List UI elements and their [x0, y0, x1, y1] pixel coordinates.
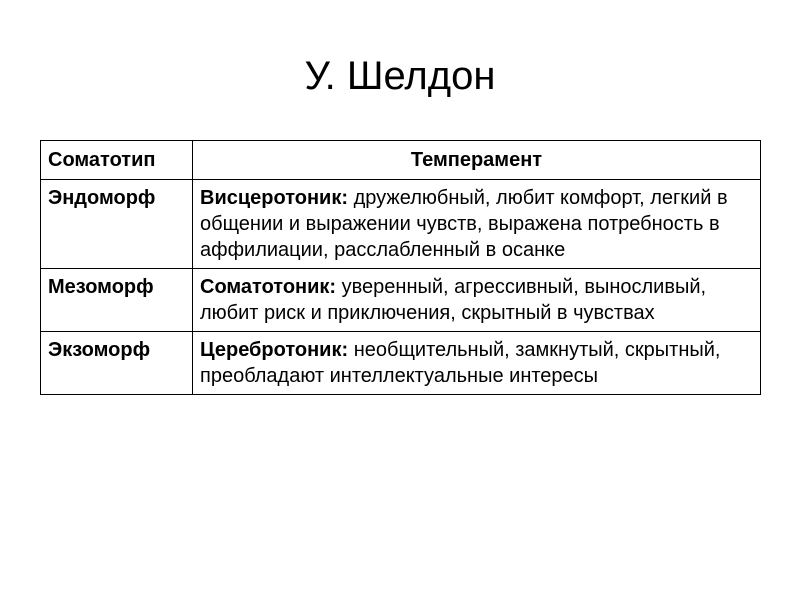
table-row	[41, 269, 761, 332]
somatotype-cell: Эндоморф	[41, 180, 193, 269]
temperament-description: дружелюбный, любит комфорт, легкий в общении и выражении чувств, выражена потребность в аффилиации, расслабленный в осанке	[200, 187, 728, 261]
slide-title: У. Шелдон	[304, 54, 496, 98]
temperament-cell	[193, 269, 761, 332]
somatotype-cell: Экзоморф	[41, 332, 193, 395]
temperament-description: уверенный, агрессивный, выносливый, любит риск и приключения, скрытный в чувствах	[200, 276, 707, 324]
header-temperament: Темперамент	[193, 141, 761, 180]
somatotype-cell: Мезоморф	[41, 269, 193, 332]
table-header-row	[41, 141, 761, 180]
temperament-term: Висцеротоник:	[200, 187, 349, 209]
temperament-cell	[193, 180, 761, 269]
temperament-term: Соматотоник:	[200, 276, 337, 298]
table-row	[41, 332, 761, 395]
table-row	[41, 180, 761, 269]
temperament-description: необщительный, замкнутый, скрытный, преобладают интеллектуальные интересы	[200, 339, 721, 387]
temperament-cell	[193, 332, 761, 395]
header-somatotype: Соматотип	[41, 141, 193, 180]
temperament-table	[40, 140, 761, 395]
temperament-term: Церебротоник:	[200, 339, 349, 361]
